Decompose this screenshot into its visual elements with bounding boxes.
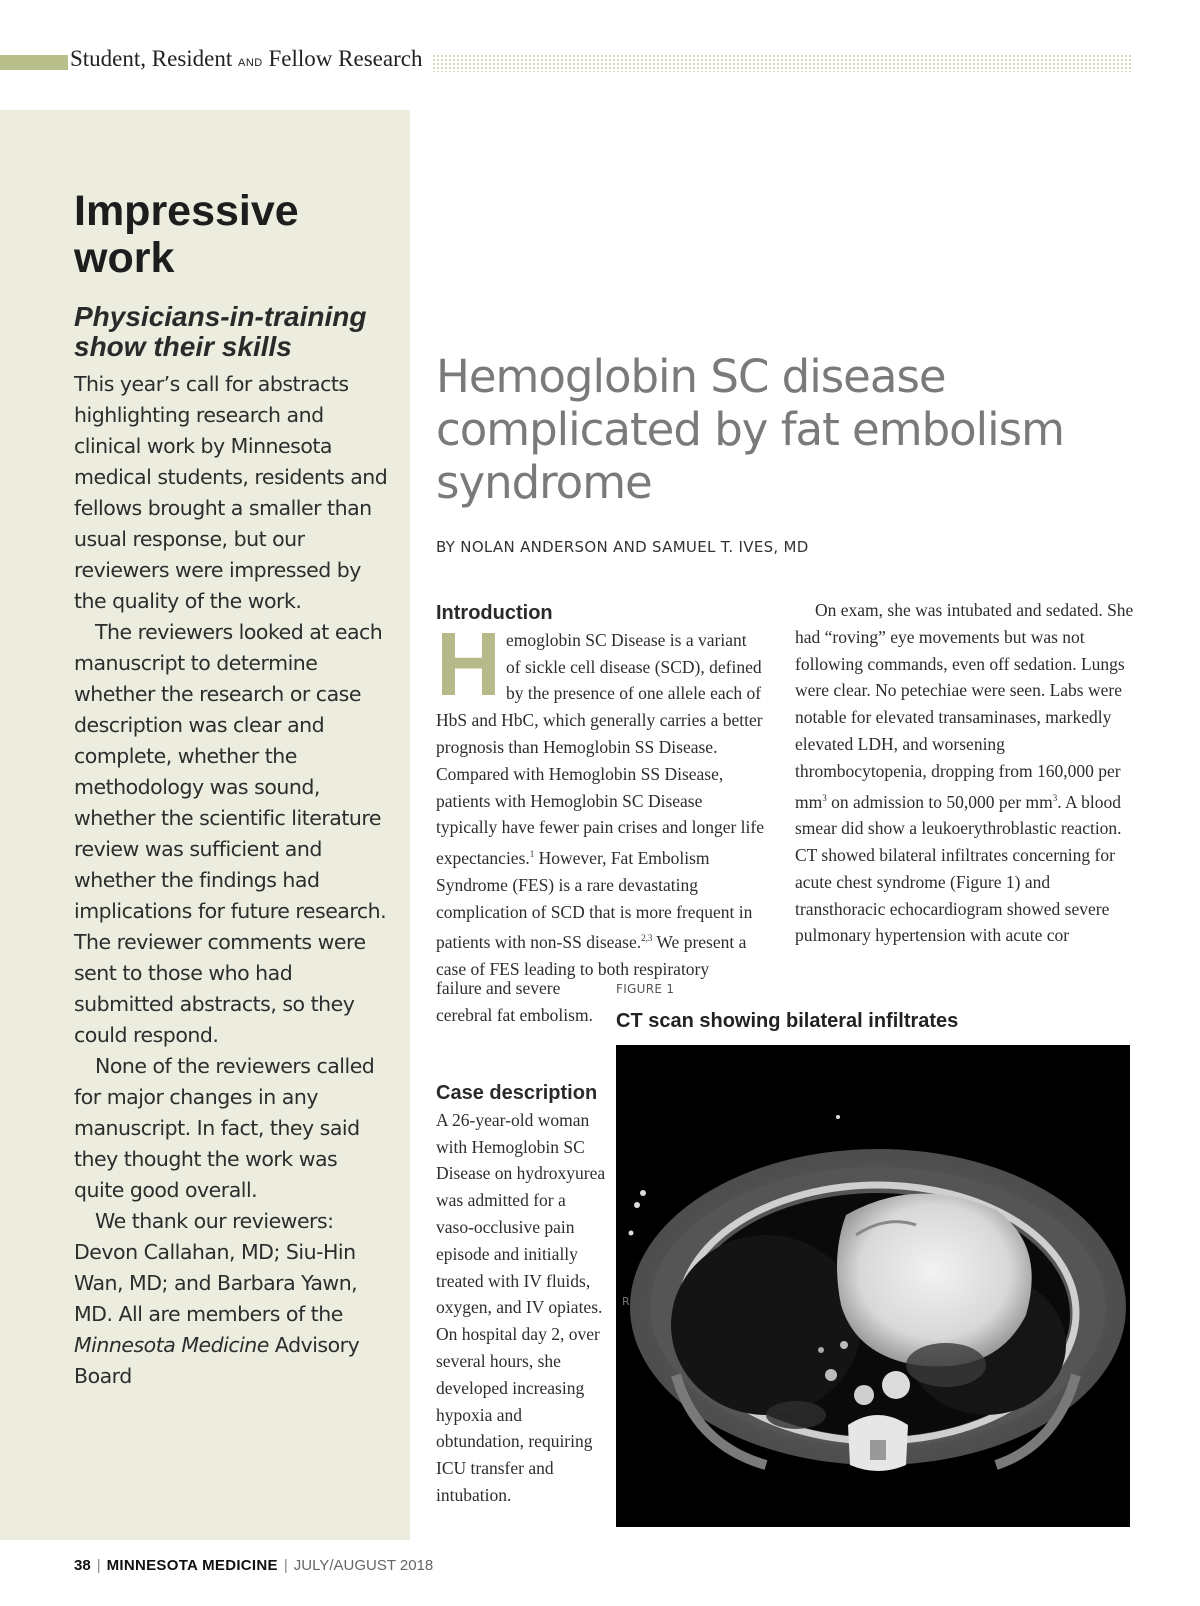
publication-name: Minnesota Medicine: [74, 1333, 269, 1357]
drop-cap: H: [436, 614, 501, 715]
intro-continuation: [436, 975, 606, 1029]
figure-caption: CT scan showing bilateral infiltrates: [616, 1010, 959, 1032]
exam-text-a: On exam, she was intubated and sedated. She had “roving” eye movements but was not following commands, even off sedation. Lungs were clear. No petechiae were seen. Labs were notable for elevated transaminases, markedly elevated LDH, and worsening thrombocytopenia, dropping from 160,000 per mm: [795, 600, 1134, 812]
header-part3: Fellow Research: [268, 46, 423, 71]
issue-date: JULY/AUGUST 2018: [293, 1557, 434, 1574]
reviewers-text: We thank our reviewers: Devon Callahan, MD; Siu-Hin Wan, MD; and Barbara Yawn, MD. All are members of the: [74, 1209, 358, 1326]
sidebar-title: Impressive work: [74, 187, 299, 282]
intro-heading: Introduction: [436, 602, 553, 624]
header-dot-pattern: [432, 54, 1131, 72]
case-paragraph: A 26-year-old woman with Hemoglobin SC Disease on hydroxyurea was admitted for a vaso-occlusive pain episode and initially treated with IV fluids, oxygen, and IV opiates. On hospital day 2, over several hours, she developed increasing hypoxia and obtundation, requiring ICU transfer and intubation.: [436, 1109, 606, 1505]
exam-paragraph: [795, 597, 1135, 949]
header-part1: Student, Resident: [70, 46, 233, 71]
citation-1: 1: [529, 849, 535, 860]
sidebar-paragraph: This year’s call for abstracts highlighting research and clinical work by Minnesota medical students, residents and fellows brought a smaller than usual response, but our reviewers were impressed by the quality of the work.: [74, 372, 388, 613]
page-footer: [74, 1557, 433, 1574]
intro-text-d: failure and severe cerebral fat embolism.: [436, 978, 593, 1025]
figure-label: FIGURE 1: [616, 982, 675, 996]
page-number: 38: [74, 1557, 91, 1574]
intro-section: [436, 600, 764, 983]
sidebar-paragraph-reviewers: [74, 1206, 392, 1392]
case-section: [436, 1080, 606, 1509]
header-part2: AND: [238, 57, 263, 69]
article-title: Hemoglobin SC disease complicated by fat embolism syndrome: [436, 350, 1064, 509]
intro-text-a: emoglobin SC Disease is a variant of sickle cell disease (SCD), defined by the presence of one allele each of HbS and HbC, which generally carries a better prognosis than Hemoglobin SS Disease. Compared with Hemoglobin SS Disease, patients with Hemoglobin SC Disease typically have fewer pain crises and longer life expectancies.: [436, 629, 764, 868]
ct-scan-illustration: [616, 1045, 1130, 1527]
image-orientation-marker: R: [622, 1295, 630, 1308]
section-header: [70, 46, 422, 72]
sidebar-paragraph: The reviewers looked at each manuscript to determine whether the research or case description was clear and complete, whether the methodology was sound, whether the scientific literature review was sufficient and whether the findings had implications for future research. The reviewer comments were sent to those who had submitted abstracts, so they could respond.: [74, 620, 387, 1047]
intro-text-c: We present a case of FES leading to both respiratory: [436, 932, 747, 980]
superscript-3: 3: [1052, 792, 1058, 803]
sidebar-subtitle: Physicians-in-training show their skills: [74, 301, 367, 362]
case-heading: Case description: [436, 1082, 598, 1104]
intro-text-b: However, Fat Embolism Syndrome (FES) is a rare devastating complication of SCD that is more frequent in patients with non-SS disease.: [436, 848, 753, 953]
exam-text-c: . A blood smear did show a leukoerythroblastic reaction. CT showed bilateral infiltrates concerning for acute chest syndrome (Figure 1) and transthoracic echocardiogram showed severe pulmonary hypertension with acute cor: [795, 791, 1122, 946]
citation-2-3: 2,3: [641, 933, 653, 944]
superscript-3: 3: [822, 792, 827, 803]
exam-text-b: on admission to 50,000 per mm: [826, 791, 1053, 812]
header-accent-bar: [0, 55, 68, 70]
exam-section: [795, 597, 1135, 949]
ct-scan-image: [616, 1045, 1130, 1527]
sidebar-paragraph: None of the reviewers called for major changes in any manuscript. In fact, they said they thought the work was quite good overall.: [74, 1054, 375, 1202]
reviewers-text-end: Advisory Board: [74, 1333, 360, 1388]
footer-separator: |: [283, 1557, 288, 1574]
publication-title: MINNESOTA MEDICINE: [106, 1557, 278, 1574]
sidebar-body: [74, 369, 392, 1392]
footer-separator: |: [96, 1557, 101, 1574]
article-byline: BY NOLAN ANDERSON AND SAMUEL T. IVES, MD: [436, 538, 809, 556]
intro-paragraph: [436, 614, 764, 983]
